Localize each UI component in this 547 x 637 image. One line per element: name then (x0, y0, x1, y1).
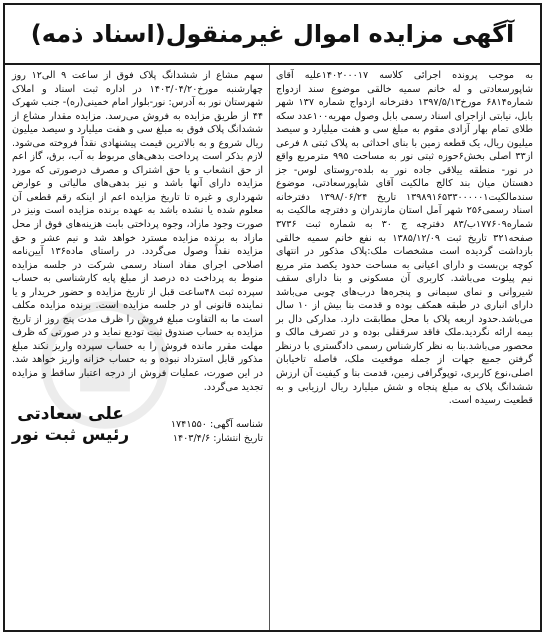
notice-number-value: ۱۷۴۱۵۵۰ (170, 419, 207, 431)
right-column-text: به موجب پرونده اجرائی کلاسه ۱۴۰۲۰۰۰۱۷علیه آقای شاپورسعادتی و له خانم سمیه خالقی موضوع سند ازدواج شماره۶۸۱۴ مورخ۱۳۹۷/۵/۱۳ دفترخانه ازدواج شماره ۱۳۷ شهر بابل، نیابتی ازاجرای اسناد رسمی بابل وصول مهریه۱۰۰عدد سکه طلای تمام بهار آزادی مقوم به مبلغ سی و هفت میلیارد و سیصد میلیون ریال، یک قطعه زمین با بنای احداثی به پلاک ثبتی ۸ فرعی از۳۳ اصلی بخش۶حوزه ثبتی نور به مساحت ۹۹۵ مترمربع واقع در نور- منطقه ییلاقی جاده نور به بلده-روستای لوس- جز دهستان میان بند کالج مالکیت آقای شاپورسعادتی، موضوع سندمالکیت۱۳۹۸۹۱۶۵۳۳۰۰۰۰۰۱ تاریخ ۱۳۹۸/۰۶/۲۴ دفترخانه اسناد رسمی۲۵۶ شهر آمل استان مازندران و دفترچه مالکیت به شماره۱۷۷۶۰۹ب/۸۳ دفترچه ج ۳۰ به شماره ثبت ۳۷۳۶ صفحه۳۲۱ تاریخ ثبت ۱۳۸۵/۱۲/۰۹ به نفع خانم سمیه خالقی بازداشت گردیده است مشخصات ملک:پلاک مذکور در انتهای کوچه بن‌بست و دارای اعیانی به مساحت حدود یکصد متر مربع نیم پیلوت می‌باشد. کاربری آن مسکونی و بنا دارای سقف شیروانی و نمای سیمانی و پنجره‌ها درب‌های چوبی می‌باشد دارای انباری در طبقه همکف بوده و قدمت بنا بیش از ۱۰ سال می‌باشد.حدود اربعه پلاک با محل مطابقت دارد. مدارکی دال بر بیمه ارائه نگردید.ملک فاقد سرقفلی بوده و در تصرف مالک و محصور می‌باشد.بنا به نظر کارشناس رسمی دادگستری با درنظر گرفتن جمیع جهات از جمله موقعیت ملک، فاصله تاخیابان اصلی،نوع کاربری، توپوگرافی زمین، قدمت بنا و کیفیت آن ارزش ششدانگ پلاک به مبلغ پنجاه و شش میلیارد ریال ارزیابی و به قطعیت رسیده است. (276, 70, 534, 407)
notice-body (5, 65, 540, 630)
notice-frame (3, 3, 542, 632)
left-column-text: سهم مشاع از ششدانگ پلاک فوق از ساعت ۹ الی۱۲ روز چهارشنبه مورخ۱۴۰۳/۰۴/۲۰ در اداره ثبت اسناد و املاک شهرستان نور به آدرس: نور-بلوار امام خمینی(ره)- جنب شهرک ۴۴ از طریق مزایده به فروش می‌رسد. مزایده مقدار مشاع از ششدانگ پلاک فوق به مبلغ سی و هفت میلیارد و سیصد میلیون ریال شروع و به بالاترین قیمت پیشنهادی نقداً فروخته می‌شود. لازم بذکر است پرداخت بدهی‌های مربوط به آب، برق، گاز اعم از حق انشعاب و یا حق اشتراک و مصرف درصورتی که مورد مزایده دارای آنها باشد و نیز بدهی‌های مالیاتی و عوارض شهرداری و غیره تا تاریخ مزایده اعم از اینکه رقم قطعی آن معلوم شده یا نشده باشد به عهده برنده مزایده است ونیز در صورت وجود مازاد، وجوه پرداختی بابت هزینه‌های فوق از محل مازاد به برنده مزایده مسترد خواهد شد و نیم عشر و حق مزایده نقداً وصول می‌گردد. در راستای ماده۱۳۶ آیین‌نامه اصلاحی اجرای مفاد اسناد رسمی شرکت در جلسه مزایده منوط به پرداخت ده درصد از مبلغ پایه کارشناسی به حساب سپرده ثبت ۴۸ساعت قبل از تاریخ مزایده و حضور خریدار و یا نماینده قانونی او در جلسه مزایده است. برنده مزایده مکلف است ما به التفاوت مبلغ فروش را ظرف مدت پنج روز از تاریخ مزایده به حساب صندوق ثبت تودیع نماید و در صورتی که ظرف مهلت مقرر مانده فروش را به حساب سپرده واریز نکند مبلغ مذکور قابل استرداد نبوده و به حساب خزانه واریز خواهد شد. در این صورت، عملیات فروش از درجه اعتبار ساقط و مزایده تجدید می‌گردد. (12, 70, 263, 393)
publish-date (171, 432, 263, 446)
signer (12, 404, 129, 446)
left-column (5, 65, 270, 630)
notice-meta (171, 418, 263, 446)
publish-date-value: ۱۴۰۳/۴/۶ (172, 433, 211, 445)
notice-number (171, 418, 263, 432)
signer-name: علی سعادتی (17, 404, 124, 425)
signer-title: رئیس ثبت نور (12, 425, 130, 446)
notice-number-label: شناسه آگهی: (210, 419, 263, 431)
signature-block (12, 404, 263, 446)
right-column (270, 65, 540, 630)
publish-date-label: تاریخ انتشار: (213, 433, 263, 445)
notice-title: آگهی مزایده اموال غیرمنقول(اسناد ذمه) (5, 5, 540, 65)
